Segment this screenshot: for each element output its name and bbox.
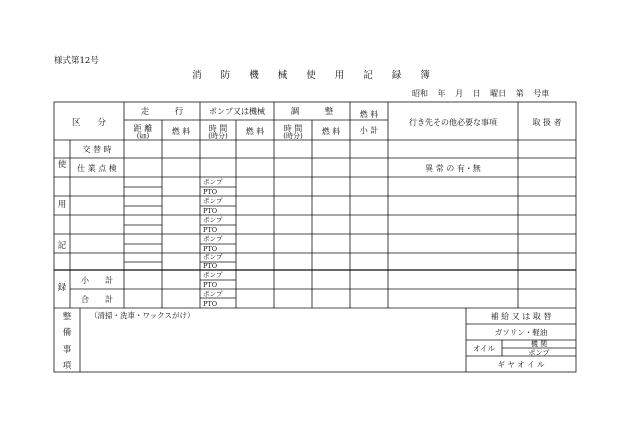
pump-label: ポンプ xyxy=(203,197,223,205)
col-adjust-time-header: 時 間 xyxy=(283,124,303,133)
maintenance-label-1: 整 xyxy=(62,312,72,322)
pump-pto-labels xyxy=(203,178,223,308)
col-distance-header: 距 離 xyxy=(133,124,153,133)
col-travel-header: 走 行 xyxy=(140,107,184,117)
pump-label: ポンプ xyxy=(203,235,223,243)
supply-gear-oil: ギ ヤ オ イ ル xyxy=(497,360,545,369)
col-travel-fuel-header: 燃 料 xyxy=(171,127,191,136)
abnormal-check-label: 異 常 の 有・無 xyxy=(425,164,481,173)
pto-label: PTO xyxy=(203,226,218,234)
pump-label: ポンプ xyxy=(203,216,223,224)
form-number: 様式第12号 xyxy=(54,56,99,66)
maintenance-label-2: 備 xyxy=(62,328,72,338)
date-vehicle-line: 昭和 年 月 日 曜日 第 号車 xyxy=(412,89,550,98)
pto-label: PTO xyxy=(203,188,218,196)
maintenance-label-4: 項 xyxy=(62,361,72,371)
supply-oil: オイル xyxy=(472,344,496,353)
supply-engine: 機 関 xyxy=(530,340,548,348)
col-pump-time-unit: (時分) xyxy=(208,132,228,140)
maintenance-label-3: 事 xyxy=(62,345,72,355)
pto-label: PTO xyxy=(203,281,218,289)
pto-label: PTO xyxy=(203,245,218,253)
row-total: 合 計 xyxy=(81,295,113,304)
row-exchange-time: 交 替 時 xyxy=(82,145,112,154)
pto-label: PTO xyxy=(203,207,218,215)
use-label-2: 用 xyxy=(57,200,67,210)
use-label-3: 記 xyxy=(57,241,67,251)
supply-gasoline: ガソリン・軽油 xyxy=(494,328,548,337)
col-adjust-time-unit: (時分) xyxy=(283,132,303,140)
pto-label: PTO xyxy=(203,262,218,270)
pump-label: ポンプ xyxy=(203,253,223,261)
form-title: 消 防 機 械 使 用 記 録 簿 xyxy=(192,70,438,81)
pto-label: PTO xyxy=(203,300,218,308)
col-fuel-subtotal-header-2: 小 計 xyxy=(359,126,379,135)
col-adjust-fuel-header: 燃 料 xyxy=(321,127,341,136)
supply-pump: ポンプ xyxy=(528,349,550,357)
col-adjustment-header: 調 整 xyxy=(290,107,334,117)
row-work-check: 仕 業 点 検 xyxy=(77,164,117,173)
row-subtotal: 小 計 xyxy=(81,276,113,285)
use-label-4: 録 xyxy=(57,283,67,293)
col-handler-header: 取 扱 者 xyxy=(532,118,562,127)
col-pump-time-header: 時 間 xyxy=(208,124,228,133)
pump-label: ポンプ xyxy=(203,178,223,186)
pump-label: ポンプ xyxy=(203,271,223,279)
pump-label: ポンプ xyxy=(203,290,223,298)
col-destination-header: 行き先その他必要な事項 xyxy=(409,118,497,127)
use-label-1: 使 xyxy=(57,160,67,170)
col-fuel-subtotal-header-1: 燃 料 xyxy=(359,110,379,119)
col-pump-machine-header: ポンプ又は機械 xyxy=(209,107,265,116)
supply-header: 補 給 又 は 取 替 xyxy=(490,312,552,321)
maintenance-note: （清掃・洗車・ワックスがけ） xyxy=(90,311,195,320)
col-category-header: 区 分 xyxy=(71,118,107,128)
col-pump-fuel-header: 燃 料 xyxy=(245,127,265,136)
col-distance-unit: (㎞) xyxy=(136,132,150,140)
